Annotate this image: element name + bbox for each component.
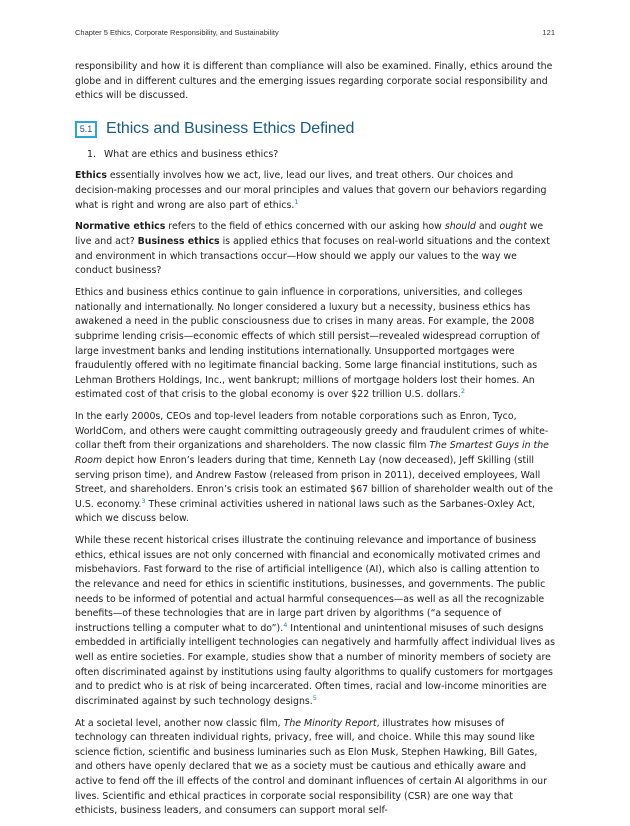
footnote-ref-2[interactable]: 2 [460,387,466,396]
paragraph-text: and [475,221,500,233]
page-number: 121 [542,28,555,37]
term-ethics: Ethics [75,170,107,182]
paragraph-text: is applied ethics that focuses on real-world situations and the context and environment in which transactions occur—How should we apply our values to the way we conduct business? [75,236,550,277]
learning-objectives [75,148,555,163]
paragraph-text: At a societal level, another now classic film, [75,717,284,729]
paragraph-normative-ethics [75,220,555,278]
section-heading [75,121,555,138]
paragraph-text: In the early 2000s, CEOs and top-level leaders from notable corporations such as Enron, Tyco, WorldCom, and others were caught committing outrageously greedy and fraudulent crimes of white-collar theft from their organizations and shareholders. The now classic film [75,411,549,452]
objective-item [87,148,555,163]
paragraph-text: we live and act? [75,221,544,248]
paragraph-text: essentially involves how we act, live, lead our lives, and treat others. Our choices and decision-making processes and our moral principles and values that govern our behaviors regarding what is right and wrong are also part of ethics. [75,170,547,211]
term-business-ethics: Business ethics [137,236,220,248]
paragraph-ai [75,534,555,709]
paragraph-text: Ethics and business ethics continue to gain influence in corporations, universities, and colleges nationally and internationally. No longer considered a luxury but a necessity, business ethics has awakened a need in the public consciousness due to crises in many areas. For example, the 2008 subprime lending crisis—economic effects of which still persist—revealed widespread corruption of large investment banks and lending institutions internationally. Unsupported mortgages were fraudulently offered with no legitimate financial backing. Some large financial institutions, such as Lehman Brothers Holdings, Inc., went bankrupt; millions of mortgage holders lost their homes. An estimated cost of that crisis to the global economy is over $22 trillion U.S. dollars. [75,287,540,401]
footnote-ref-3[interactable]: 3 [141,496,146,505]
term-normative-ethics: Normative ethics [75,221,166,233]
running-header [75,28,555,37]
paragraph-text: Intentional and unintentional misuses of such designs embedded in artificially intelligent technologies can negatively and harmfully affect individual lives as well as entire societies. For example, studies show that a number of minority members of society are often discriminated against by institutions using faulty algorithms to qualify customers for mortgages and to predict who is at risk of being incarcerated. Often times, racial and low-income minorities are discriminated against by such technology designs. [75,622,555,707]
footnote-ref-4[interactable]: 4 [283,620,288,629]
section-title: Ethics and Business Ethics Defined [106,119,355,137]
film-title-minority-report: The Minority Report [283,717,377,729]
footnote-ref-5[interactable]: 5 [312,693,317,702]
paragraph-ethics [75,169,555,213]
film-title-smartest-guys: The Smartest Guys in the Room [75,440,549,466]
intro-paragraph: responsibility and how it is different than compliance will also be examined. Finally, ethics around the globe and in different cultures and the emerging issues regarding corporate social responsibility and ethics will be discussed. [75,61,553,102]
paragraph-text: refers to the field of ethics concerned with our asking how [165,221,445,233]
paragraph-minority-report [75,717,555,819]
paragraph-enron [75,410,555,527]
chapter-title: Chapter 5 Ethics, Corporate Responsibility, and Sustainability [75,28,279,37]
paragraph-text: These criminal activities ushered in national laws such as the Sarbanes-Oxley Act, which we discuss below. [75,498,535,525]
emphasis-ought: ought [499,221,527,233]
emphasis-should: should [444,221,476,233]
paragraph-text: While these recent historical crises illustrate the continuing relevance and importance of business ethics, ethical issues are not only concerned with financial and economically motivated crimes and misbehaviors. Fast forward to the rise of artificial intelligence (AI), which also is calling attention to the relevance and need for ethics in scientific institutions, businesses, and governments. The public needs to be informed of potential and actual harmful consequences—as well as all the recognizable benefits—of these technologies that are in large part driven by algorithms (“a sequence of instructions telling a computer what to do”). [75,535,546,634]
paragraph-influence [75,286,555,403]
objective-number: 1. [87,148,96,160]
paragraph-text: depict how Enron’s leaders during that time, Kenneth Lay (now deceased), Jeff Skilling (still serving prison time), and Andrew Fastow (released from prison in 2011), deceived employees, Wall Street, and shareholders. Enron’s crisis took an estimated $67 billion of shareholder wealth out of the U.S. economy. [75,454,554,510]
page-body [75,60,555,826]
objective-text: What are ethics and business ethics? [104,148,279,160]
section-number-badge: 5.1 [75,121,97,138]
footnote-ref-1[interactable]: 1 [294,197,299,206]
paragraph-text: , illustrates how misuses of technology can threaten individual rights, privacy, free will, and choice. While this may sound like science fiction, scientific and business luminaries such as Elon Musk, Stephen Hawking, Bill Gates, and others have openly declared that we as a society must be cautious and ethically aware and active to fend off the ill effects of the control and dominant influences of certain AI algorithms in our lives. Scientific and ethical practices in corporate social responsibility (CSR) are one way that ethicists, business leaders, and consumers can support moral self- [75,717,547,817]
